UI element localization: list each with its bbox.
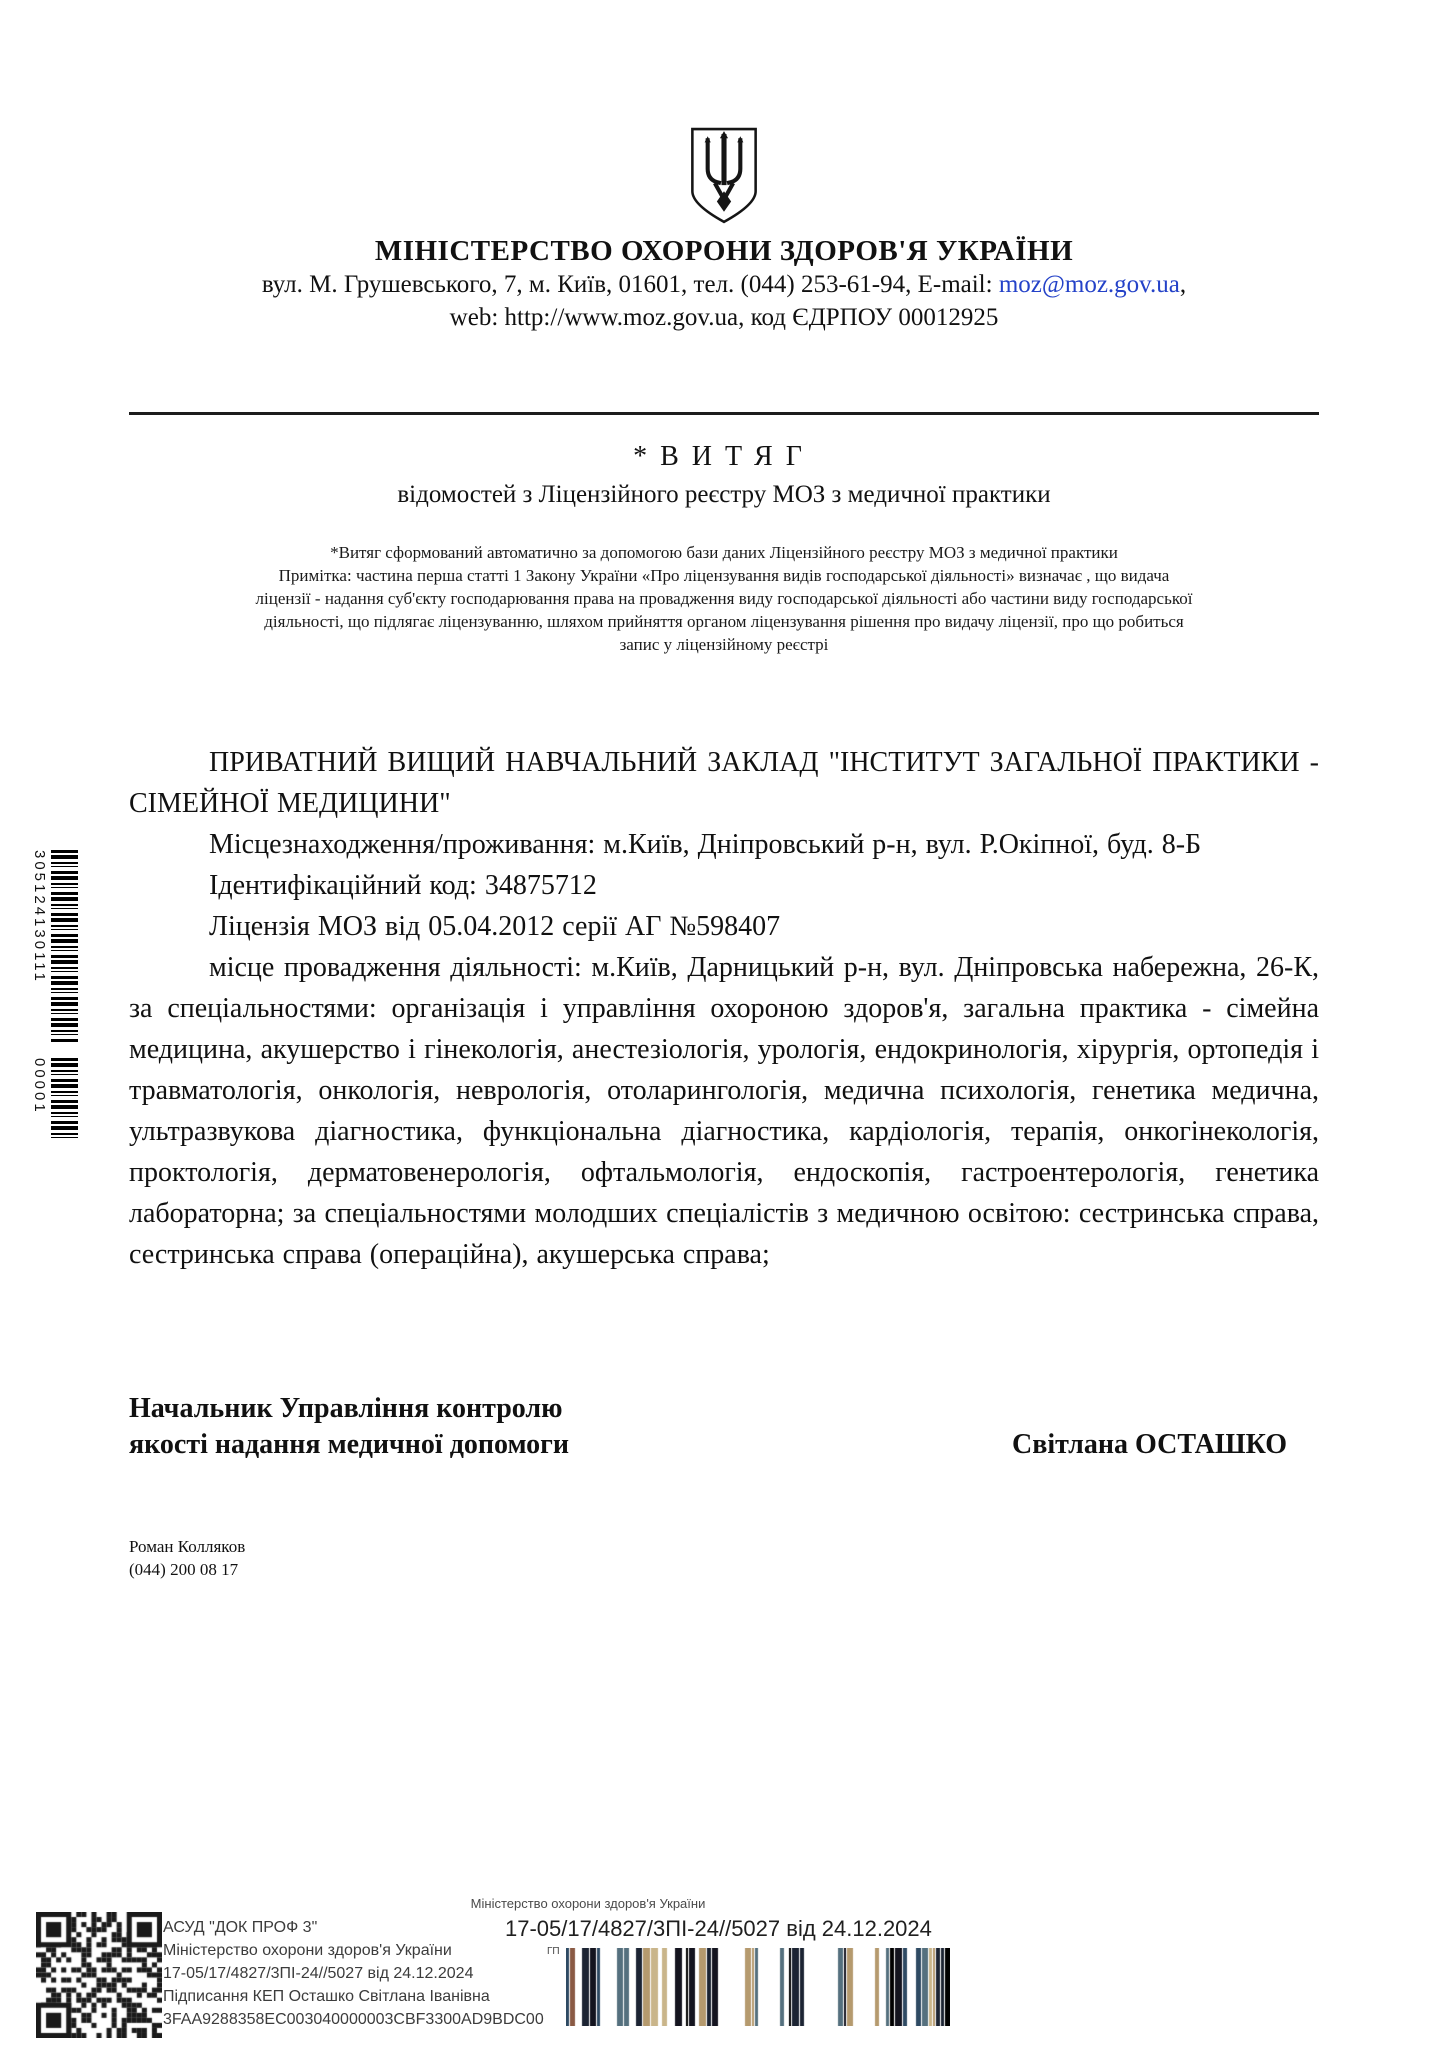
ministry-address-line	[129, 268, 1319, 301]
footer-barcode	[566, 1948, 950, 2026]
position-line-2: якості надання медичної допомоги	[129, 1429, 570, 1460]
address-suffix: ,	[1179, 271, 1187, 298]
signature-block	[129, 1391, 1319, 1463]
side-barcode-digits: 305124130111	[31, 850, 48, 984]
license-details	[129, 742, 1319, 1275]
extract-title: *ВИТЯГ	[633, 441, 815, 472]
stamp-signer: Підписання КЕП Осташко Світлана Іванівна	[163, 1988, 490, 2005]
email-link[interactable]: moz@moz.gov.ua	[998, 271, 1180, 298]
stamp-hash: 3FAA9288358EC003040000003CBF3300AD9BDC00	[163, 2011, 544, 2028]
extract-subtitle: відомостей з Ліцензійного реєстру МОЗ з медичної практики	[397, 481, 1051, 508]
web-label: web:	[449, 304, 505, 331]
side-barcode	[30, 850, 78, 1142]
note-line: запис у ліцензійному реєстрі	[619, 635, 829, 654]
ukraine-trident-emblem-icon	[689, 126, 759, 226]
licensee-name-paragraph: ПРИВАТНИЙ ВИЩИЙ НАВЧАЛЬНИЙ ЗАКЛАД "ІНСТИТУТ ЗАГАЛЬНОЇ ПРАКТИКИ - СІМЕЙНОЇ МЕДИЦИНИ"	[129, 747, 1319, 819]
side-barcode-group	[30, 1058, 78, 1142]
signatory-name: Світлана ОСТАШКО	[1012, 1429, 1287, 1460]
stamp-system-name: АСУД "ДОК ПРОФ 3"	[163, 1919, 318, 1936]
footer-barcode-mark: ГП	[547, 1946, 560, 1957]
address-text: вул. М. Грушевського, 7, м. Київ, 01601, тел. (044) 253-61-94, E-mail:	[261, 271, 999, 298]
contact-block	[129, 1535, 1319, 1581]
note-line: Примітка: частина перша статті 1 Закону України «Про ліцензування видів господарської діяльності» визначає , що видача	[278, 566, 1170, 585]
note-line: *Витяг сформований автоматично за допомогою бази даних Ліцензійного реєстру МОЗ з медичної практики	[330, 543, 1118, 562]
header-separator	[129, 412, 1319, 415]
footer-doc-number: 17-05/17/4827/3ПІ-24//5027 від 24.12.2024	[505, 1916, 932, 1941]
note-line: діяльності, що підлягає ліцензуванню, шляхом прийняття органом ліцензування рішення про видачу ліцензії, про що робиться	[264, 612, 1184, 631]
side-barcode-digits: 00001	[31, 1058, 48, 1115]
id-code-paragraph: Ідентифікаційний код: 34875712	[209, 870, 597, 901]
activity-paragraph: місце провадження діяльності: м.Київ, Дарницький р-н, вул. Дніпровська набережна, 26-К, за спеціальностями: організація і управління охороною здоров'я, загальна практика - сімейна медицина, акушерство і гінекологія, анестезіологія, урологія, ендокринологія, хірургія, ортопедія і травматологія, онкологія, неврологія, отоларингологія, медична психологія, генетика медична, ультразвукова діагностика, функціональна діагностика, кардіологія, терапія, онкогінекологія, проктологія, дерматовенерологія, офтальмологія, ендоскопія, гастроентерологія, генетика лабораторна; за спеціальностями молодших спеціалістів з медичною освітою: сестринська справа, сестринська справа (операційна), акушерська справа;	[129, 952, 1319, 1270]
contact-phone: (044) 200 08 17	[129, 1560, 239, 1579]
stamp-ministry: Міністерство охорони здоров'я України	[163, 1942, 452, 1959]
location-paragraph: Місцезнаходження/проживання: м.Київ, Дніпровський р-н, вул. Р.Окіпної, буд. 8-Б	[209, 829, 1202, 860]
extract-note	[129, 541, 1319, 656]
contact-name: Роман Колляков	[129, 1537, 246, 1556]
footer-ministry-label: Міністерство охорони здоров'я України	[470, 1896, 706, 1911]
signing-stamp	[163, 1916, 544, 2031]
position-line-1: Начальник Управління контролю	[129, 1393, 563, 1424]
stamp-doc-number: 17-05/17/4827/3ПІ-24//5027 від 24.12.2024	[163, 1965, 474, 1982]
qr-code	[36, 1912, 162, 2038]
note-line: ліцензії - надання суб'єкту господарювання права на провадження виду господарської діяльності або частини виду господарської	[255, 589, 1193, 608]
web-link[interactable]: http://www.moz.gov.ua	[504, 304, 739, 331]
license-number-paragraph: Ліцензія МОЗ від 05.04.2012 серії АГ №598407	[209, 911, 781, 942]
side-barcode-bars	[51, 850, 78, 1042]
side-barcode-bars	[51, 1058, 78, 1142]
signatory-position	[129, 1391, 569, 1463]
web-suffix: , код ЄДРПОУ 00012925	[738, 304, 999, 331]
side-barcode-group	[30, 850, 78, 1042]
ministry-web-line	[129, 301, 1319, 334]
ministry-title: МІНІСТЕРСТВО ОХОРОНИ ЗДОРОВ'Я УКРАЇНИ	[374, 235, 1074, 267]
